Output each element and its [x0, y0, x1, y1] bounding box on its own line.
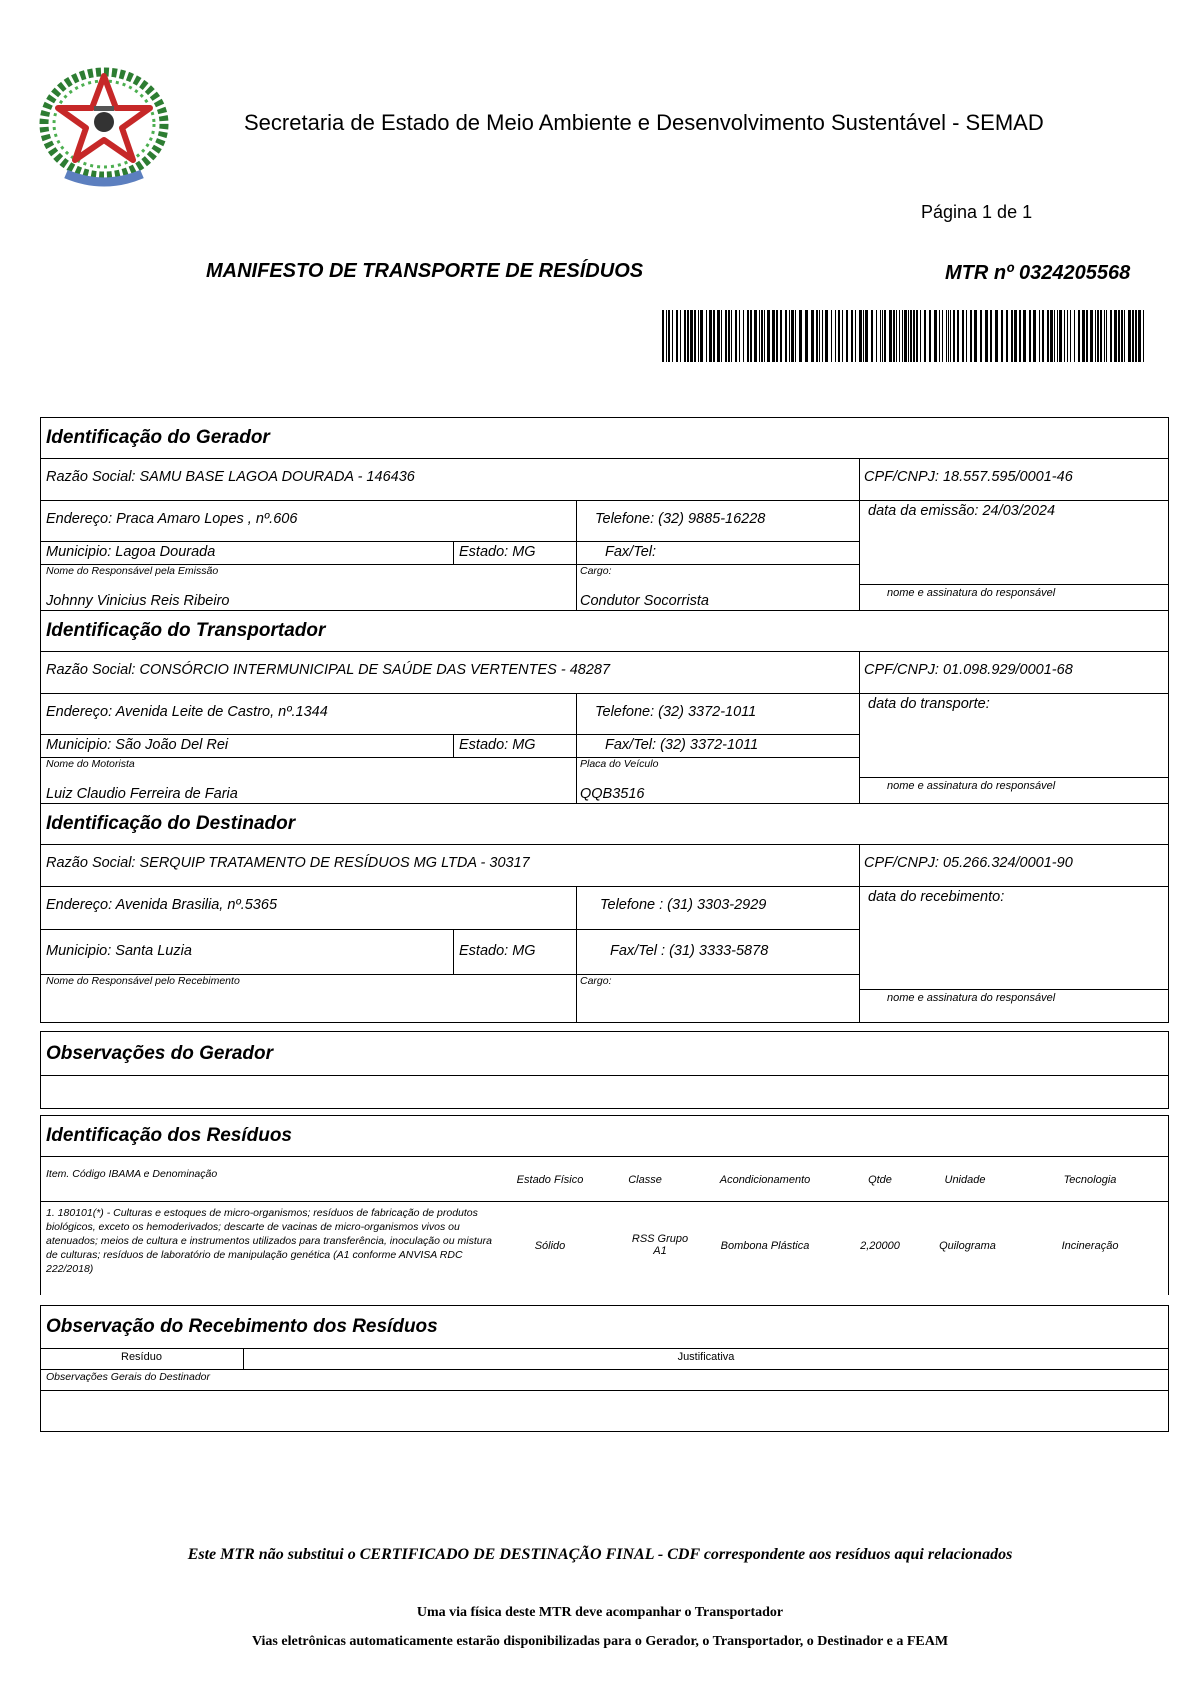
barcode-bar — [910, 310, 912, 362]
residuos-header-estado: Estado Físico — [516, 1174, 584, 1186]
destinador-telefone: Telefone : (31) 3303-2929 — [600, 897, 767, 913]
barcode-bar — [990, 310, 992, 362]
page-number: Página 1 de 1 — [921, 202, 1033, 222]
barcode-bar — [1114, 310, 1117, 362]
document-title: MANIFESTO DE TRANSPORTE DE RESÍDUOS — [206, 260, 644, 282]
gerador-cnpj: CPF/CNPJ: 18.557.595/0001-46 — [864, 469, 1073, 485]
gerador-endereco: Endereço: Praca Amaro Lopes , nº.606 — [46, 511, 298, 527]
barcode-bar — [764, 310, 765, 362]
barcode-bar — [1070, 310, 1071, 362]
barcode-bar — [946, 310, 947, 362]
destinador-estado: Estado: MG — [459, 943, 536, 959]
barcode-bar — [966, 310, 967, 362]
gerador-telefone: Telefone: (32) 9885-16228 — [595, 511, 766, 527]
barcode-bar — [739, 310, 740, 362]
organization-name: Secretaria de Estado de Meio Ambiente e Desenvolvimento Sustentável - SEMAD — [244, 110, 1044, 135]
barcode-bar — [985, 310, 988, 362]
destinador-razao-social: Razão Social: SERQUIP TRATAMENTO DE RESÍDUOS MG LTDA - 30317 — [46, 855, 530, 871]
barcode-bar — [851, 310, 853, 362]
barcode-bar — [717, 310, 720, 362]
barcode-bar — [916, 310, 918, 362]
barcode-bar — [1082, 310, 1085, 362]
barcode-bar — [1100, 310, 1102, 362]
barcode-bar — [1050, 310, 1053, 362]
barcode-bar — [920, 310, 921, 362]
destinador-fax: Fax/Tel : (31) 3333-5878 — [610, 943, 769, 959]
barcode-bar — [1064, 310, 1065, 362]
barcode-bar — [950, 310, 951, 362]
state-coat-of-arms-logo — [36, 62, 172, 192]
barcode-bar — [846, 310, 848, 362]
barcode-bar — [743, 310, 744, 362]
barcode-bar — [791, 310, 794, 362]
destinador-data-recebimento: data do recebimento: — [868, 889, 1005, 905]
transportador-data-transporte: data do transporte: — [868, 696, 990, 712]
destinador-assinatura-label: nome e assinatura do responsável — [887, 992, 1056, 1004]
barcode-bar — [995, 310, 998, 362]
barcode-bar — [819, 310, 820, 362]
barcode-bar — [795, 310, 796, 362]
gerador-municipio: Municipio: Lagoa Dourada — [46, 544, 216, 560]
transportador-endereco: Endereço: Avenida Leite de Castro, nº.1344 — [46, 704, 328, 720]
transportador-cnpj: CPF/CNPJ: 01.098.929/0001-68 — [864, 662, 1073, 678]
barcode-bar — [893, 310, 895, 362]
recebimento-section-title: Observação do Recebimento dos Resíduos — [46, 1316, 438, 1337]
barcode-bar — [799, 310, 802, 362]
residuos-section-title: Identificação dos Resíduos — [46, 1125, 292, 1146]
transportador-estado: Estado: MG — [459, 737, 536, 753]
residuos-header-classe: Classe — [628, 1174, 662, 1186]
barcode-bar — [759, 310, 760, 362]
barcode-bar — [859, 310, 862, 362]
barcode-bar — [1023, 310, 1026, 362]
barcode-bar — [924, 310, 926, 362]
barcode-bar — [776, 310, 778, 362]
barcode-bar — [1135, 310, 1137, 362]
barcode-bar — [780, 310, 782, 362]
destinador-cnpj: CPF/CNPJ: 05.266.324/0001-90 — [864, 855, 1073, 871]
barcode-bar — [838, 310, 840, 362]
barcode-bar — [953, 310, 955, 362]
barcode-bar — [761, 310, 763, 362]
mtr-number: MTR nº 0324205568 — [945, 262, 1131, 284]
barcode-bar — [948, 310, 949, 362]
barcode-bar — [811, 310, 814, 362]
barcode-bar — [1104, 310, 1105, 362]
barcode-bar — [700, 310, 703, 362]
barcode-bar — [1143, 310, 1144, 362]
barcode-bar — [876, 310, 877, 362]
residuo-estado-fisico: Sólido — [534, 1240, 566, 1252]
transportador-motorista-label: Nome do Motorista — [46, 758, 135, 770]
barcode-bar — [942, 310, 943, 362]
residuos-header-qtde: Qtde — [868, 1174, 892, 1186]
barcode — [662, 310, 1146, 362]
barcode-bar — [855, 310, 856, 362]
destinador-responsavel-label: Nome do Responsável pelo Recebimento — [46, 975, 240, 987]
residuos-header-unidade: Unidade — [944, 1174, 986, 1186]
barcode-bar — [731, 310, 732, 362]
barcode-bar — [896, 310, 897, 362]
footer-via-fisica: Uma via física deste MTR deve acompanhar o Transportador — [416, 1605, 784, 1620]
barcode-bar — [842, 310, 843, 362]
barcode-bar — [962, 310, 964, 362]
barcode-bar — [713, 310, 715, 362]
barcode-bar — [929, 310, 931, 362]
barcode-bar — [899, 310, 900, 362]
gerador-fax: Fax/Tel: — [605, 544, 657, 560]
barcode-bar — [970, 310, 972, 362]
barcode-bar — [825, 310, 828, 362]
barcode-bar — [772, 310, 775, 362]
barcode-bar — [1138, 310, 1141, 362]
gerador-section-title: Identificação do Gerador — [46, 427, 270, 448]
gerador-cargo-label: Cargo: — [580, 565, 612, 577]
recebimento-col-residuo: Resíduo — [121, 1351, 162, 1363]
transportador-razao-social: Razão Social: CONSÓRCIO INTERMUNICIPAL DE SAÚDE DAS VERTENTES - 48287 — [46, 662, 611, 678]
barcode-bar — [880, 310, 881, 362]
barcode-bar — [698, 310, 699, 362]
barcode-bar — [1039, 310, 1040, 362]
barcode-bar — [816, 310, 818, 362]
barcode-bar — [863, 310, 864, 362]
barcode-bar — [913, 310, 915, 362]
barcode-bar — [957, 310, 959, 362]
destinador-municipio: Municipio: Santa Luzia — [46, 943, 192, 959]
barcode-bar — [889, 310, 892, 362]
barcode-bar — [1029, 310, 1031, 362]
residuo-classe: RSS Grupo A1 — [631, 1233, 689, 1257]
barcode-bar — [1014, 310, 1017, 362]
barcode-bar — [789, 310, 790, 362]
barcode-bar — [706, 310, 707, 362]
barcode-bar — [939, 310, 940, 362]
barcode-bar — [882, 310, 883, 362]
barcode-bar — [835, 310, 836, 362]
observacoes-gerador-title: Observações do Gerador — [46, 1043, 274, 1064]
barcode-bar — [1090, 310, 1093, 362]
transportador-motorista: Luiz Claudio Ferreira de Faria — [46, 786, 238, 802]
barcode-bar — [1019, 310, 1021, 362]
gerador-data-emissao: data da emissão: 24/03/2024 — [868, 503, 1056, 519]
gerador-responsavel: Johnny Vinicius Reis Ribeiro — [46, 593, 230, 609]
barcode-bar — [902, 310, 903, 362]
barcode-bar — [694, 310, 696, 362]
barcode-bar — [687, 310, 689, 362]
barcode-bar — [1121, 310, 1123, 362]
barcode-bar — [908, 310, 909, 362]
barcode-bar — [676, 310, 678, 362]
barcode-bar — [1067, 310, 1068, 362]
barcode-bar — [1033, 310, 1036, 362]
destinador-endereco: Endereço: Avenida Brasilia, nº.5365 — [46, 897, 278, 913]
transportador-section-title: Identificação do Transportador — [46, 620, 326, 641]
recebimento-col-justificativa: Justificativa — [677, 1351, 735, 1363]
barcode-bar — [831, 310, 832, 362]
barcode-bar — [805, 310, 808, 362]
barcode-bar — [1054, 310, 1055, 362]
barcode-bar — [904, 310, 907, 362]
barcode-bar — [767, 310, 770, 362]
residuo-tecnologia: Incineração — [1061, 1240, 1119, 1252]
barcode-bar — [690, 310, 693, 362]
barcode-bar — [1001, 310, 1003, 362]
recebimento-obs-gerais-label: Observações Gerais do Destinador — [46, 1371, 210, 1383]
residuo-quantidade: 2,20000 — [860, 1240, 900, 1252]
transportador-fax: Fax/Tel: (32) 3372-1011 — [605, 737, 759, 753]
barcode-bar — [725, 310, 727, 362]
barcode-bar — [666, 310, 667, 362]
barcode-bar — [709, 310, 712, 362]
residuo-acondicionamento: Bombona Plástica — [720, 1240, 810, 1252]
barcode-bar — [668, 310, 670, 362]
barcode-bar — [1057, 310, 1058, 362]
barcode-bar — [1128, 310, 1131, 362]
transportador-placa: QQB3516 — [580, 786, 645, 802]
barcode-bar — [1006, 310, 1008, 362]
gerador-responsavel-label: Nome do Responsável pela Emissão — [46, 565, 219, 577]
barcode-bar — [822, 310, 823, 362]
barcode-bar — [747, 310, 749, 362]
barcode-bar — [1095, 310, 1096, 362]
barcode-bar — [662, 310, 664, 362]
gerador-cargo: Condutor Socorrista — [580, 593, 709, 609]
barcode-bar — [1074, 310, 1075, 362]
barcode-bar — [785, 310, 787, 362]
footer-cdf-notice: Este MTR não substitui o CERTIFICADO DE DESTINAÇÃO FINAL - CDF correspondente aos resíduos aqui relacionados — [187, 1546, 1013, 1563]
residuos-header-item: Item. Código IBAMA e Denominação — [46, 1168, 218, 1180]
barcode-bar — [754, 310, 757, 362]
transportador-municipio: Municipio: São João Del Rei — [46, 737, 229, 753]
barcode-bar — [1059, 310, 1062, 362]
barcode-bar — [680, 310, 681, 362]
transportador-assinatura-label: nome e assinatura do responsável — [887, 780, 1056, 792]
barcode-bar — [1047, 310, 1049, 362]
barcode-bar — [1011, 310, 1013, 362]
barcode-bar — [1097, 310, 1099, 362]
barcode-bar — [974, 310, 977, 362]
barcode-bar — [684, 310, 686, 362]
barcode-bar — [1106, 310, 1107, 362]
gerador-estado: Estado: MG — [459, 544, 536, 560]
barcode-bar — [735, 310, 737, 362]
barcode-bar — [728, 310, 730, 362]
residuos-header-tecnologia: Tecnologia — [1063, 1174, 1117, 1186]
residuos-header-acond: Acondicionamento — [719, 1174, 811, 1186]
barcode-bar — [980, 310, 982, 362]
barcode-bar — [672, 310, 673, 362]
barcode-bar — [721, 310, 722, 362]
barcode-bar — [1118, 310, 1120, 362]
transportador-placa-label: Placa do Veículo — [580, 758, 659, 770]
barcode-bar — [1132, 310, 1134, 362]
barcode-bar — [1078, 310, 1080, 362]
residuo-descricao: 1. 180101(*) - Culturas e estoques de micro-organismos; resíduos de fabricação de produtos biológicos, exceto os hemoderivados; descarte de vacinas de micro-organismos vivos ou atenuados; meios de cultura e instrumentos utilizados para transferência, inoculação ou mistura de culturas; resíduos de laboratório de manipulação genética (A1 conforme ANVISA RDC 222/2018) — [46, 1207, 492, 1275]
footer-vias-eletronicas: Vias eletrônicas automaticamente estarão disponibilizadas para o Gerador, o Transportador, o Destinador e a FEAM — [251, 1634, 949, 1649]
gerador-razao-social: Razão Social: SAMU BASE LAGOA DOURADA - 146436 — [46, 469, 415, 485]
destinador-section-title: Identificação do Destinador — [46, 813, 296, 834]
residuo-unidade: Quilograma — [939, 1240, 996, 1252]
barcode-bar — [1086, 310, 1088, 362]
barcode-bar — [884, 310, 886, 362]
barcode-bar — [871, 310, 873, 362]
barcode-bar — [1042, 310, 1044, 362]
barcode-bar — [1110, 310, 1112, 362]
barcode-bar — [865, 310, 868, 362]
barcode-bar — [750, 310, 752, 362]
transportador-telefone: Telefone: (32) 3372-1011 — [595, 704, 757, 720]
barcode-bar — [1124, 310, 1125, 362]
destinador-cargo-label: Cargo: — [580, 975, 612, 987]
gerador-assinatura-label: nome e assinatura do responsável — [887, 587, 1056, 599]
barcode-bar — [934, 310, 937, 362]
